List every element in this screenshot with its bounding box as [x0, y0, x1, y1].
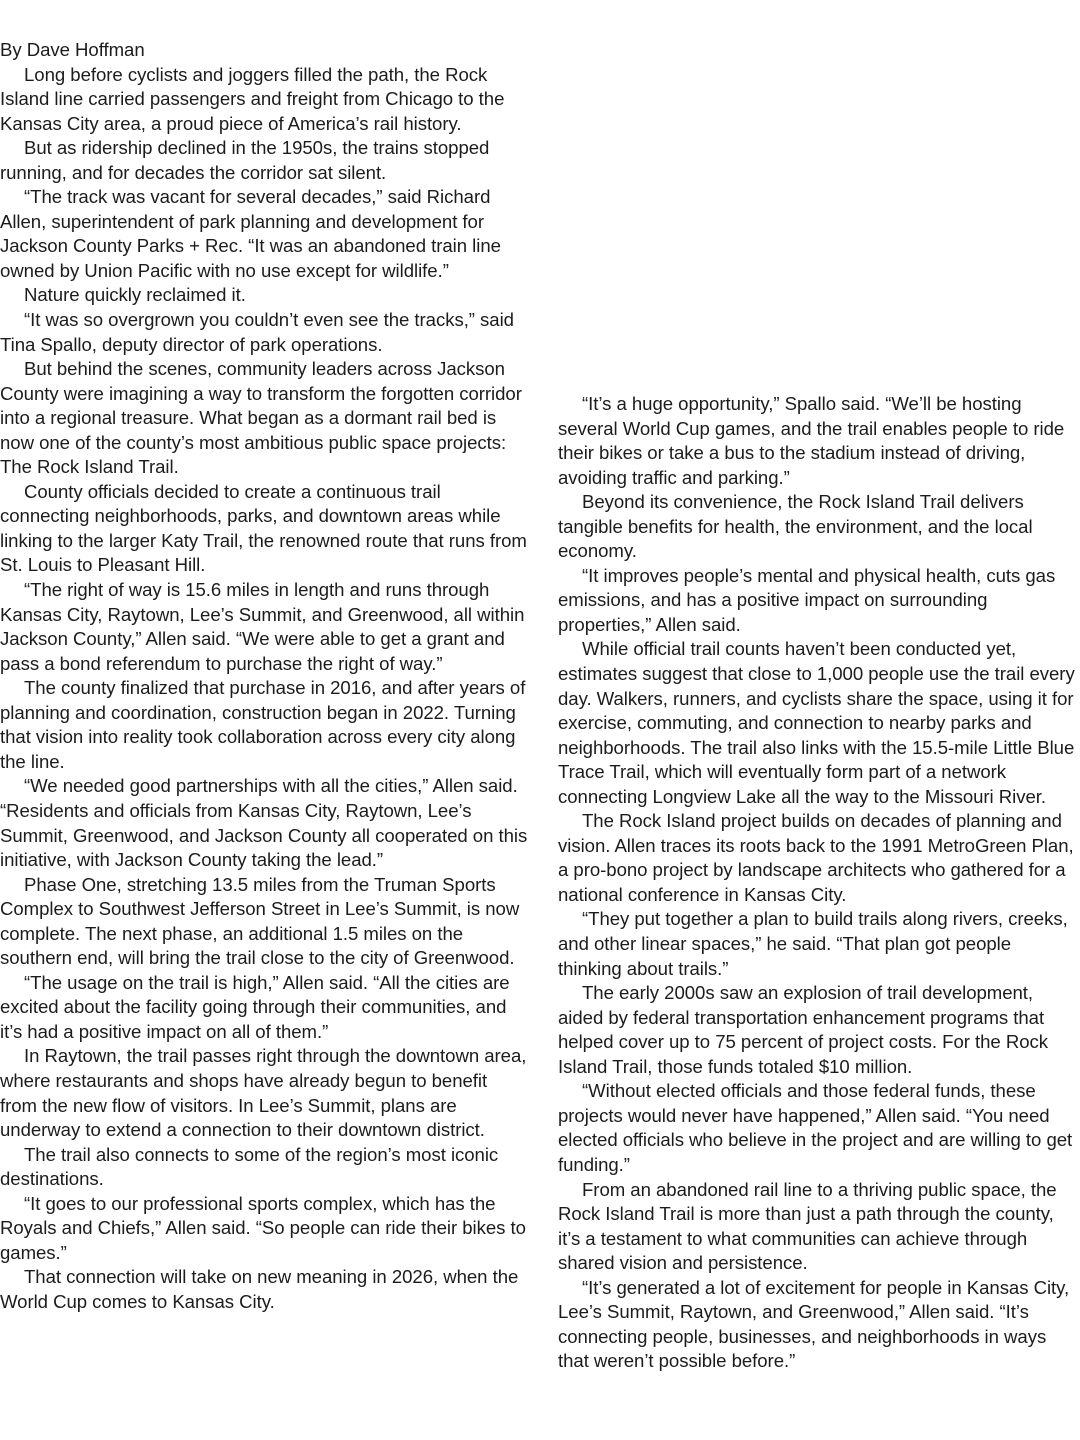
paragraph: “Without elected officials and those federal funds, these projects would never have happened,” Allen said. “You need elected officials who believe in the project and are willing to get funding.” — [558, 1080, 1078, 1175]
paragraph: “The usage on the trail is high,” Allen said. “All the cities are excited about the facility going through their communities, and it’s had a positive impact on all of them.” — [0, 971, 515, 1042]
article-right-column — [558, 392, 1078, 1374]
paragraph: Phase One, stretching 13.5 miles from the Truman Sports Complex to Southwest Jefferson Street in Lee’s Summit, is now complete. The next phase, an additional 1.5 miles on the southern end, will bring the trail close to the city of Greenwood. — [0, 873, 525, 969]
paragraph: “We needed good partnerships with all the cities,” Allen said. “Residents and officials from Kansas City, Raytown, Lee’s Summit, Greenwood, and Jackson County all cooperated on this initiative, with Jackson County taking the lead.” — [0, 775, 533, 871]
paragraph: From an abandoned rail line to a thriving public space, the Rock Island Trail is more than just a path through the county, it’s a testament to what communities can achieve through shared vision and persistence. — [558, 1178, 1062, 1274]
paragraph: That connection will take on new meaning in 2026, when the World Cup comes to Kansas City. — [0, 1266, 524, 1312]
paragraph: The Rock Island project builds on decades of planning and vision. Allen traces its roots back to the 1991 MetroGreen Plan, a pro-bono project by landscape architects who gathered for a national conference in Kansas City. — [558, 810, 1079, 905]
paragraph: “It’s generated a lot of excitement for people in Kansas City, Lee’s Summit, Raytown, and Greenwood,” Allen said. “It’s connecting people, businesses, and neighborhoods in ways that weren’t possible before.” — [558, 1276, 1075, 1372]
paragraph: Beyond its convenience, the Rock Island Trail delivers tangible benefits for health, the environment, and the local economy. — [558, 491, 1038, 562]
paragraph: “It improves people’s mental and physical health, cuts gas emissions, and has a positive impact on surrounding properties,” Allen said. — [558, 564, 1061, 635]
paragraph: “The right of way is 15.6 miles in length and runs through Kansas City, Raytown, Lee’s Summit, and Greenwood, all within Jackson County,” Allen said. “We were able to get a grant and pass a bond referendum to purchase the right of way.” — [0, 579, 530, 674]
paragraph: But behind the scenes, community leaders across Jackson County were imagining a way to transform the forgotten corridor into a regional treasure. What began as a dormant rail bed is now one of the county’s most ambitious public space projects: The Rock Island Trail. — [0, 358, 527, 478]
paragraph: While official trail counts haven’t been conducted yet, estimates suggest that close to 1,000 people use the trail every day. Walkers, runners, and cyclists share the space, using it for exercise, commuting, and connection to nearby parks and neighborhoods. The trail also links with the 15.5-mile Little Blue Trace Trail, which will eventually form part of a network connecting Longview Lake all the way to the Missouri River. — [558, 638, 1080, 807]
paragraph: But as ridership declined in the 1950s, the trains stopped running, and for decades the corridor sat silent. — [0, 137, 495, 183]
byline: By Dave Hoffman — [0, 39, 145, 60]
blank-image-area — [548, 0, 1080, 380]
paragraph: Long before cyclists and joggers filled the path, the Rock Island line carried passengers and freight from Chicago to the Kansas City area, a proud piece of America’s rail history. — [0, 63, 510, 134]
article-left-column — [0, 38, 533, 1314]
paragraph: “The track was vacant for several decades,” said Richard Allen, superintendent of park planning and development for Jackson County Parks + Rec. “It was an abandoned train line owned by Union Pacific with no use except for wildlife.” — [0, 186, 507, 281]
paragraph: The trail also connects to some of the region’s most iconic destinations. — [0, 1143, 504, 1190]
paragraph: The early 2000s saw an explosion of trail development, aided by federal transportation enhancement programs that helped cover up to 75 percent of project costs. For the Rock Island Trail, those funds totaled $10 million. — [558, 982, 1054, 1077]
paragraph: Nature quickly reclaimed it. — [24, 284, 246, 306]
paragraph: “It was so overgrown you couldn’t even see the tracks,” said Tina Spallo, deputy director of park operations. — [0, 309, 519, 355]
paragraph: County officials decided to create a continuous trail connecting neighborhoods, parks, and downtown areas while linking to the larger Katy Trail, the renowned route that runs from St. Louis to Pleasant Hill. — [0, 480, 532, 576]
paragraph: “They put together a plan to build trails along rivers, creeks, and other linear spaces,” he said. “That plan got people thinking about trails.” — [558, 908, 1073, 979]
paragraph: “It’s a huge opportunity,” Spallo said. “We’ll be hosting several World Cup games, and the trail enables people to ride their bikes or take a bus to the stadium instead of driving, avoiding traffic and parking.” — [558, 393, 1070, 488]
paragraph: In Raytown, the trail passes right through the downtown area, where restaurants and shops have already begun to benefit from the new flow of visitors. In Lee’s Summit, plans are underway to extend a connection to their downtown district. — [0, 1045, 532, 1141]
paragraph: The county finalized that purchase in 2016, and after years of planning and coordination, construction began in 2022. Turning that vision into reality took collaboration across every city along the line. — [0, 677, 531, 772]
paragraph: “It goes to our professional sports complex, which has the Royals and Chiefs,” Allen said. “So people can ride their bikes to games.” — [0, 1192, 532, 1263]
